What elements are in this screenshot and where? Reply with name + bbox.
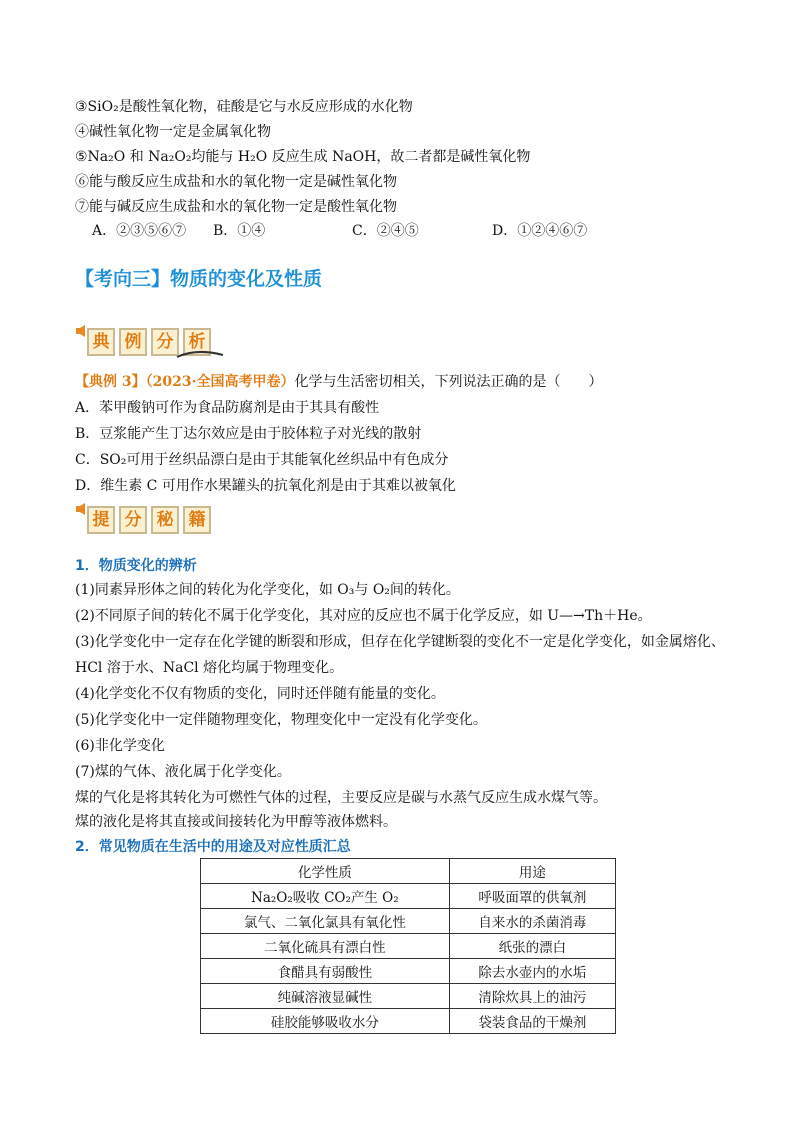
banner-char: 籍: [183, 506, 211, 534]
option-d: D．①②④⑥⑦: [492, 223, 588, 239]
tip-line: (2)不同原子间的转化不属于化学变化，其对应的反应也不属于化学反应，如 U—→Th＋He。: [75, 608, 652, 624]
table-cell: Na₂O₂吸收 CO₂产生 O₂: [201, 884, 450, 909]
table-cell: 食醋具有弱酸性: [201, 959, 450, 984]
banner-char: 分: [151, 328, 179, 356]
banner-char: 分: [119, 506, 147, 534]
table-cell: 硅胶能够吸收水分: [201, 1009, 450, 1034]
example-analysis-banner: [75, 322, 235, 362]
tip-line: (6)非化学变化: [75, 738, 165, 754]
score-tips-banner: [75, 500, 235, 540]
banner-char: 秘: [151, 506, 179, 534]
choice-a: A．苯甲酸钠可作为食品防腐剂是由于其具有酸性: [75, 400, 380, 416]
tip-line: 煤的液化是将其直接或间接转化为甲醇等液体燃料。: [75, 814, 397, 830]
tip-line: (1)同素异形体之间的转化为化学变化，如 O₃与 O₂间的转化。: [75, 582, 460, 598]
option-b: B．①④: [213, 223, 266, 239]
example-question: [75, 372, 602, 392]
table-cell: 自来水的杀菌消毒: [449, 909, 615, 934]
section-title: 【考向三】物质的变化及性质: [75, 268, 323, 290]
statement-7: ⑦能与碱反应生成盐和水的氧化物一定是酸性氧化物: [75, 199, 397, 215]
table-header-row: [201, 859, 616, 884]
table-header: 用途: [449, 859, 615, 884]
tip-line: (5)化学变化中一定伴随物理变化，物理变化中一定没有化学变化。: [75, 712, 487, 728]
table-header: 化学性质: [201, 859, 450, 884]
tip-line: (4)化学变化不仅有物质的变化，同时还伴随有能量的变化。: [75, 686, 445, 702]
table-cell: 纯碱溶液显碱性: [201, 984, 450, 1009]
table-row: [201, 984, 616, 1009]
table-row: [201, 934, 616, 959]
tips-heading-2: 2．常见物质在生活中的用途及对应性质汇总: [75, 839, 351, 855]
tips-heading-1: 1．物质变化的辨析: [75, 558, 197, 574]
table-cell: 纸张的漂白: [449, 934, 615, 959]
choice-b: B．豆浆能产生丁达尔效应是由于胶体粒子对光线的散射: [75, 426, 422, 442]
table-cell: 呼吸面罩的供氧剂: [449, 884, 615, 909]
choice-c: C．SO₂可用于丝织品漂白是由于其能氧化丝织品中有色成分: [75, 452, 449, 468]
table-row: [201, 1009, 616, 1034]
tip-line: (3)化学变化中一定存在化学键的断裂和形成，但存在化学键断裂的变化不一定是化学变化，如金属熔化、: [75, 634, 725, 650]
example-source: （2023·全国高考甲卷）: [145, 374, 295, 390]
table-cell: 清除炊具上的油污: [449, 984, 615, 1009]
table-row: [201, 909, 616, 934]
banner-char: 典: [87, 328, 115, 356]
table-cell: 除去水壶内的水垢: [449, 959, 615, 984]
example-tag: 【典例 3】: [75, 374, 146, 390]
tip-line: (7)煤的气体、液化属于化学变化。: [75, 764, 291, 780]
banner-char: 提: [87, 506, 115, 534]
swoosh-decoration: [175, 348, 225, 360]
option-a: A．②③⑤⑥⑦: [92, 223, 187, 239]
example-question-text: 化学与生活密切相关，下列说法正确的是（ ）: [294, 374, 603, 390]
statement-4: ④碱性氧化物一定是金属氧化物: [75, 124, 271, 140]
choice-d: D．维生素 C 可用作水果罐头的抗氧化剂是由于其难以被氧化: [75, 478, 456, 494]
banner-char: 例: [119, 328, 147, 356]
statement-5: ⑤Na₂O 和 Na₂O₂均能与 H₂O 反应生成 NaOH，故二者都是碱性氧化物: [75, 149, 531, 165]
statement-6: ⑥能与酸反应生成盐和水的氧化物一定是碱性氧化物: [75, 174, 397, 190]
table-cell: 袋装食品的干燥剂: [449, 1009, 615, 1034]
tip-line: 煤的气化是将其转化为可燃性气体的过程，主要反应是碳与水蒸气反应生成水煤气等。: [75, 790, 607, 806]
banner-char: 析: [183, 328, 211, 356]
table-row: [201, 884, 616, 909]
table-cell: 二氧化硫具有漂白性: [201, 934, 450, 959]
statement-3: ③SiO₂是酸性氧化物，硅酸是它与水反应形成的水化物: [75, 99, 413, 115]
table-cell: 氯气、二氧化氯具有氧化性: [201, 909, 450, 934]
option-c: C．②④⑤: [352, 223, 419, 239]
property-use-table: [200, 858, 616, 1034]
tip-line: HCl 溶于水、NaCl 熔化均属于物理变化。: [75, 660, 344, 676]
table-row: [201, 959, 616, 984]
